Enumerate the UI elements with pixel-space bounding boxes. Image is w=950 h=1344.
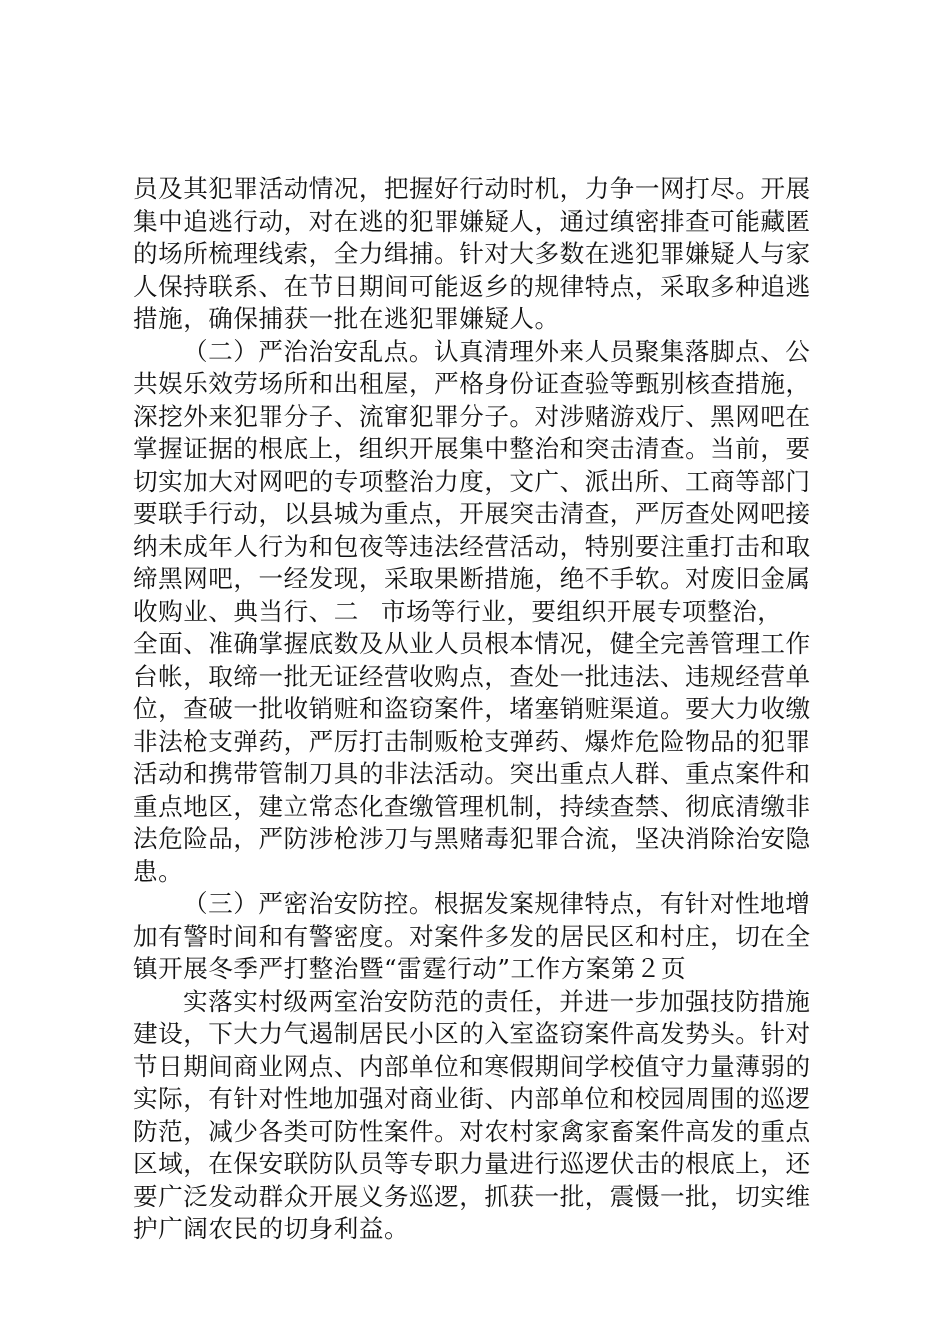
text-line: 非法枪支弹药，严厉打击制贩枪支弹药、爆炸危险物品的犯罪 [133,726,811,756]
text-line: 法危险品，严防涉枪涉刀与黑赌毒犯罪合流，坚决消除治安隐 [133,824,811,853]
text-line: 建设，下大力气遏制居民小区的入室盗窃案件高发势头。针对 [133,1019,811,1048]
body-text [133,173,823,1246]
text-line: 共娱乐效劳场所和出租屋，严格身份证查验等甄别核查措施， [133,369,811,398]
text-line: 防范，减少各类可防性案件。对农村家禽家畜案件高发的重点 [133,1116,811,1146]
text-line: 加有警时间和有警密度。对案件多发的居民区和村庄，切在全 [133,921,811,951]
text-line-with-gap [133,596,823,629]
text-line: 集中追逃行动，对在逃的犯罪嫌疑人，通过缜密排查可能藏匿 [133,206,811,236]
text-line: 要广泛发动群众开展义务巡逻，抓获一批，震慑一批，切实维 [133,1181,811,1211]
text-line: 全面、准确掌握底数及从业人员根本情况，健全完善管理工作 [133,629,811,658]
text-line: 人保持联系、在节日期间可能返乡的规律特点，采取多种追逃 [133,271,811,301]
text-line: 护广阔农民的切身利益。 [133,1214,410,1243]
text-line: 活动和携带管制刀具的非法活动。突出重点人群、重点案件和 [133,759,811,788]
text-line: 员及其犯罪活动情况，把握好行动时机，力争一网打尽。开展 [133,174,811,203]
text-line: 掌握证据的根底上，组织开展集中整治和突击清查。当前，要 [133,434,811,463]
text-line: 措施，确保捕获一批在逃犯罪嫌疑人。 [133,304,560,333]
text-line: 纳未成年人行为和包夜等违法经营活动，特别要注重打击和取 [133,531,811,561]
text-line: 台帐，取缔一批无证经营收购点，查处一批违法、违规经营单 [133,661,811,691]
text-line: 缔黑网吧，一经发现，采取果断措施，绝不手软。对废旧金属 [133,564,811,593]
text-line: 重点地区，建立常态化查缴管理机制，持续查禁、彻底清缴非 [133,791,811,821]
text-line: 深挖外来犯罪分子、流窜犯罪分子。对涉赌游戏厅、黑网吧在 [133,401,811,431]
text-line: 的场所梳理线索，全力缉捕。针对大多数在逃犯罪嫌疑人与家 [133,239,811,268]
paragraph-3-first-line: （三）严密治安防控。根据发案规律特点，有针对性地增 [183,889,811,918]
text-line: 切实加大对网吧的专项整治力度，文广、派出所、工商等部门 [133,466,811,496]
text-line-part-a: 收购业、典当行、二 [133,596,359,626]
text-line: 实际，有针对性地加强对商业街、内部单位和校园周围的巡逻 [133,1084,811,1113]
text-line: 患。 [133,856,184,886]
text-line-part-b: 市场等行业，要组织开展专项整治， [380,596,783,626]
text-line: 镇开展冬季严打整治暨“雷霆行动”工作方案第２页 [133,954,687,983]
paragraph-2-first-line: （二）严治治安乱点。认真清理外来人员聚集落脚点、公 [183,336,811,366]
text-line: 区域，在保安联防队员等专职力量进行巡逻伏击的根底上，还 [133,1149,811,1178]
paragraph-4-first-line: 实落实村级两室治安防范的责任，并进一步加强技防措施 [183,986,811,1016]
text-line: 位，查破一批收销赃和盗窃案件，堵塞销赃渠道。要大力收缴 [133,694,811,723]
text-line: 要联手行动，以县城为重点，开展突击清查，严厉查处网吧接 [133,499,811,528]
text-line: 节日期间商业网点、内部单位和寒假期间学校值守力量薄弱的 [133,1051,811,1081]
